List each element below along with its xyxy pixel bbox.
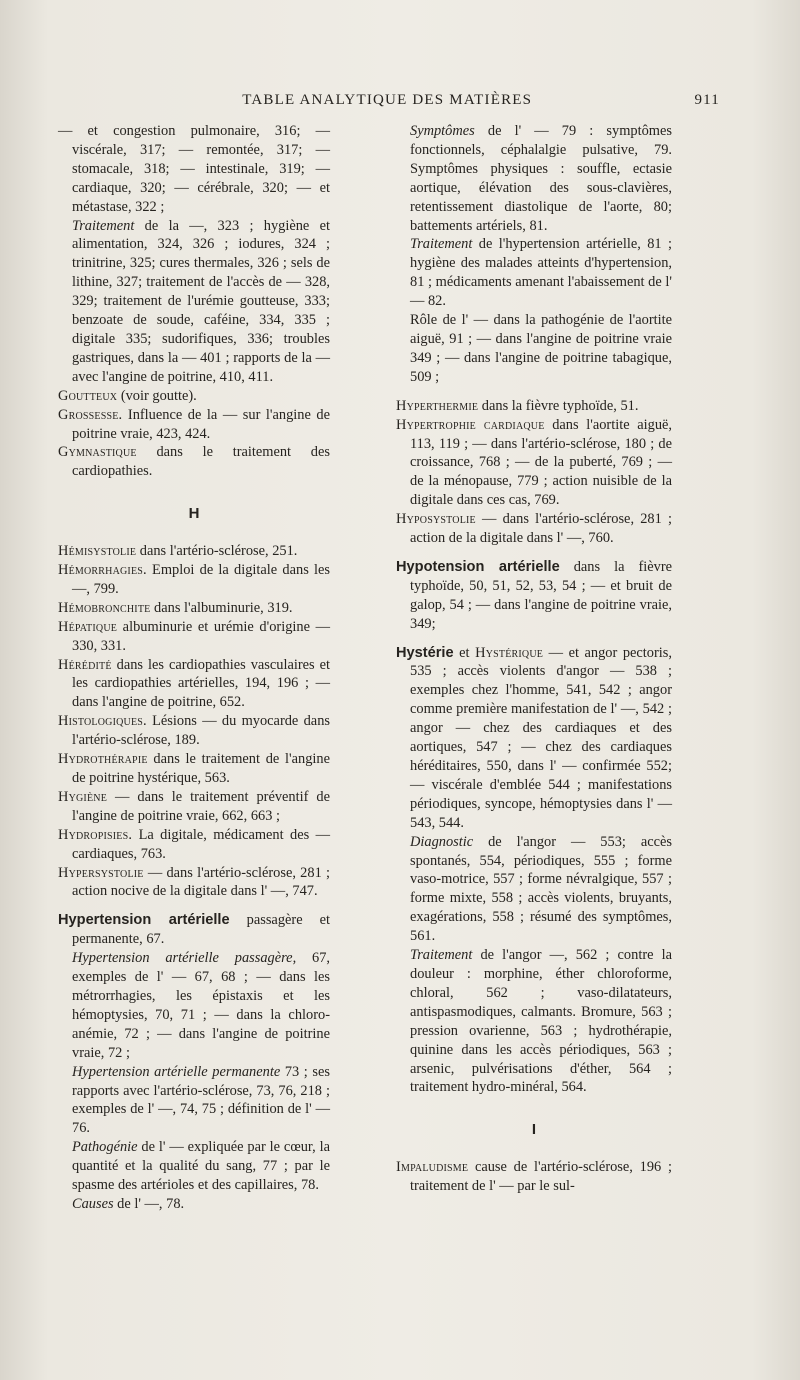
index-entry: Traitement de la —, 323 ; hygiène et alimentation, 324, 326 ; iodures, 324 ; trinitrine, 325; cures thermales, 326 ; sels de lithine, 327; traitement de l'accès de — 328, 329; traitement de l'urémie goutteuse, 333; benzoate de soude, caféine, 334, 335 ; digitale 335; sudorifiques, 336; troubles gastriques, dans la — 401 ; rapports de la — avec l'angine de poitrine, 410, 411. (72, 217, 330, 385)
index-entry: Impaludisme cause de l'artério-sclérose, 196 ; traitement de l' — par le sul- (396, 1159, 672, 1195)
index-entry: Histologiques. Lésions — du myocarde dans l'artério-sclérose, 189. (58, 713, 330, 749)
index-entry: Gymnastique dans le traitement des cardiopathies. (58, 444, 330, 480)
index-entry: Grossesse. Influence de la — sur l'angine de poitrine vraie, 423, 424. (58, 406, 330, 442)
index-entry: Hypertension artérielle permanente 73 ; ses rapports avec l'artério-sclérose, 73, 76, 218 ; exemples de l' —, 74, 75 ; définition de l' — 76. (72, 1063, 330, 1137)
spacer (396, 548, 672, 558)
index-entry: Symptômes de l' — 79 : symptômes fonctionnels, céphalalgie pulsative, 79. Symptômes physiques : souffle, ectasie aortique, élévation des sous-clavières, retentissement diastolique de l'aorte, 80; battements artériels, 81. (410, 123, 672, 234)
index-entry: Rôle de l' — dans la pathogénie de l'aortite aiguë, 91 ; — dans l'angine de poitrine vraie 349 ; — dans l'angine de poitrine tabagique, 509 ; (410, 312, 672, 385)
index-entry: Hyperthermie dans la fièvre typhoïde, 51. (396, 397, 639, 414)
spacer (58, 901, 330, 911)
page-number: 911 (694, 92, 720, 108)
index-entry: Hypertrophie cardiaque dans l'aortite aiguë, 113, 119 ; — dans l'artério-sclérose, 180 ; de croissance, 768 ; — de la puberté, 769 ; — de la ménopause, 779 ; action nuisible de la digitale dans ces cas, 769. (396, 416, 672, 509)
index-entry: Hypotension artérielle dans la fièvre typhoïde, 50, 51, 52, 53, 54 ; — et bruit de galop, 54 ; — dans l'angine de poitrine vraie, 349; (396, 558, 673, 632)
spacer (396, 387, 672, 397)
index-entry: Hépatique albuminurie et urémie d'origine — 330, 331. (58, 618, 330, 654)
index-entry: Hypertension artérielle passagère, 67, exemples de l' — 67, 68 ; — dans les métrorrhagies, les épistaxis et les hémoptysies, 70, 71 ; — dans la chloro-anémie, 72 ; — dans l'angine de poitrine vraie, 72 ; (72, 950, 330, 1061)
index-entry: Causes de l' —, 78. (72, 1195, 185, 1212)
index-entry: — et congestion pulmonaire, 316; — viscérale, 317; — remontée, 317; — stomacale, 318; — intestinale, 319; — cardiaque, 320; — cérébrale, 320; — et métastase, 322 ; (58, 123, 330, 215)
spacer (396, 634, 672, 644)
index-entry: Hypersystolie — dans l'artério-sclérose, 281 ; action nocive de la digitale dans l' —, 747. (58, 864, 330, 900)
running-title: TABLE ANALYTIQUE DES MATIÈRES (242, 92, 533, 108)
index-entry: Hémobronchite dans l'albuminurie, 319. (58, 599, 293, 616)
page-header (40, 92, 720, 109)
index-entry: Traitement de l'angor —, 562 ; contre la douleur : morphine, éther chloroforme, chloral, 562 ; vaso-dilatateurs, antispasmodiques, calmants. Bromure, 563 ; pression ovarienne, 563 ; hydrothérapie, quinine dans les accès périodiques, 563 ; arsenic, pulvérisations d'éther, 564 ; traitement hydro-minéral, 564. (410, 947, 672, 1096)
index-entry: Goutteux (voir goutte). (58, 387, 197, 404)
index-entry: Hygiène — dans le traitement préventif de l'angine de poitrine vraie, 662, 663 ; (58, 788, 330, 824)
left-column (58, 122, 330, 1214)
index-entry: Diagnostic de l'angor — 553; accès spontanés, 554, périodiques, 555 ; forme vaso-motrice, 557 ; forme névralgique, 557 ; forme mixte, 558 ; accès violents, bruyants, exagérations, 558 ; résumé des symptômes, 561. (410, 833, 672, 945)
index-entry: Hypertension artérielle passagère et permanente, 67. (58, 912, 330, 948)
index-entry: Hémisystolie dans l'artério-sclérose, 251. (58, 543, 298, 560)
index-entry: Pathogénie de l' — expliquée par le cœur, la quantité et la qualité du sang, 77 ; par le spasme des artérioles et des capillaires, 78. (72, 1139, 330, 1194)
index-entry: Hydropisies. La digitale, médicament des — cardiaques, 763. (58, 826, 330, 862)
index-entry: Hydrothérapie dans le traitement de l'angine de poitrine hystérique, 563. (58, 751, 330, 786)
index-entry: Hémorrhagies. Emploi de la digitale dans les —, 799. (58, 562, 330, 597)
right-column (396, 122, 672, 1196)
section-letter-i: I (531, 1121, 537, 1139)
index-entry: Hystérie et Hystérique — et angor pectoris, 535 ; accès violents d'angor — 538 ; exemples chez l'homme, 541, 542 ; angor comme première manifestation de l' —, 542 ; angor — chez des cardiaques et des aortiques, 547 ; — chez des cardiaques héréditaires, 550, dans l' — confirmée 552; — viscérale d'emblée 544 ; manifestations périodiques, syncope, hémoptysies dans l' — 543, 544. (396, 644, 672, 831)
index-entry: Hérédité dans les cardiopathies vasculaires et les cardiopathies artérielles, 194, 196 ; — dans l'angine de poitrine, 652. (58, 656, 330, 711)
section-letter-h: H (188, 505, 200, 523)
index-entry: Hyposystolie — dans l'artério-sclérose, 281 ; action de la digitale dans l' —, 760. (396, 511, 672, 547)
index-entry: Traitement de l'hypertension artérielle, 81 ; hygiène des malades atteints d'hypertension, 81 ; médicaments amenant l'abaissement de l' — 82. (410, 236, 672, 310)
